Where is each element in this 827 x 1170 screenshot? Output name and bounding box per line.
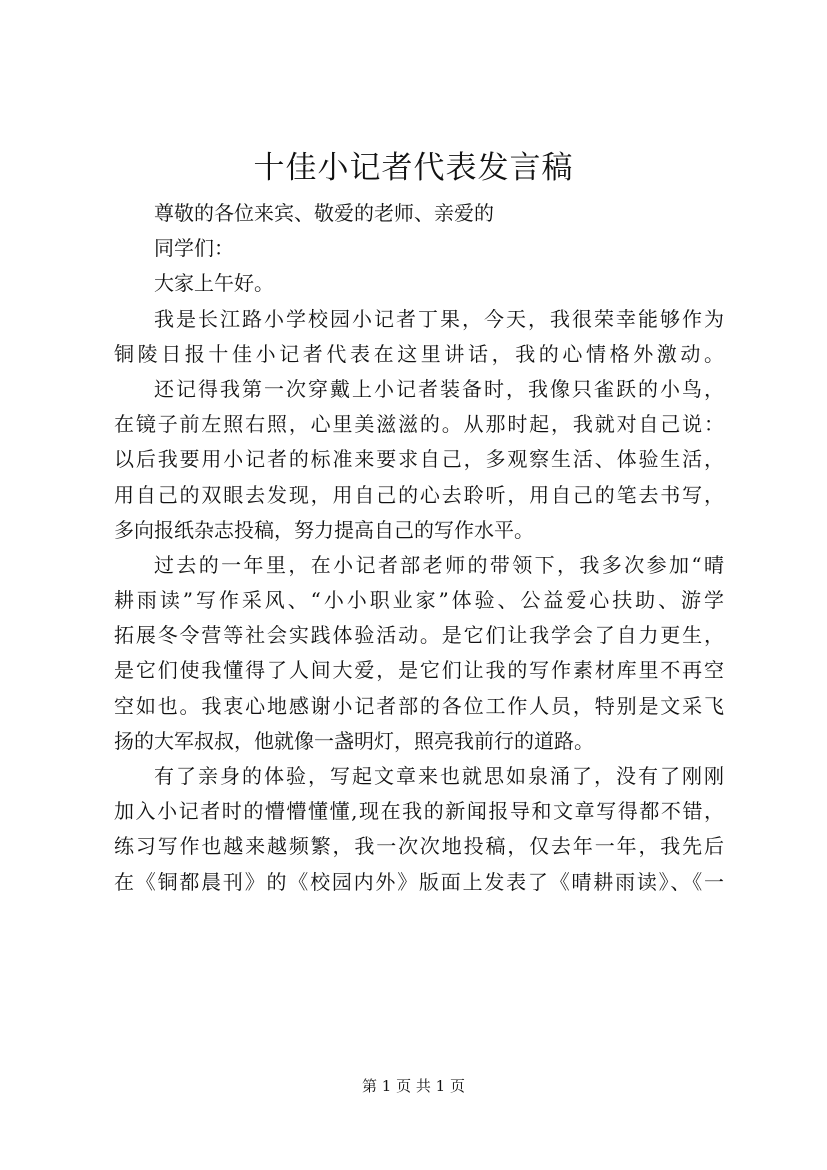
text-line: 扬的大军叔叔，他就像一盏明灯，照亮我前行的道路。 xyxy=(114,728,594,753)
text-line: 空如也。我衷心地感谢小记者部的各位工作人员，特别是文采飞 xyxy=(114,693,724,718)
text-line: 练习写作也越来越频繁，我一次次地投稿，仅去年一年，我先后 xyxy=(114,834,724,859)
document-body xyxy=(114,196,724,900)
text-line: 我是长江路小学校园小记者丁果，今天，我很荣幸能够作为 xyxy=(154,306,724,331)
text-line: 有了亲身的体验，写起文章来也就思如泉涌了，没有了刚刚 xyxy=(154,764,724,788)
text-line: 大家上午好。 xyxy=(154,271,274,296)
text-line: 以后我要用小记者的标准来要求自己，多观察生活、体验生活， xyxy=(114,447,724,472)
text-line: 还记得我第一次穿戴上小记者装备时，我像只雀跃的小鸟， xyxy=(154,376,724,401)
text-line: 耕雨读”写作采风、“小小职业家”体验、公益爱心扶助、游学 xyxy=(114,588,724,613)
text-line: 在镜子前左照右照，心里美滋滋的。从那时起，我就对自己说： xyxy=(114,412,724,437)
text-line: 加入小记者时的懵懵懂懂,现在我的新闻报导和文章写得都不错， xyxy=(114,799,724,824)
text-line: 拓展冬令营等社会实践体验活动。是它们让我学会了自力更生， xyxy=(114,623,724,648)
page-number-footer: 第 1 页 共 1 页 xyxy=(362,1077,465,1095)
document-title: 十佳小记者代表发言稿 xyxy=(253,150,574,186)
text-line: 过去的一年里，在小记者部老师的带领下，我多次参加“晴 xyxy=(154,552,724,577)
text-line: 铜陵日报十佳小记者代表在这里讲话，我的心情格外激动。 xyxy=(114,341,724,366)
text-line: 用自己的双眼去发现，用自己的心去聆听，用自己的笔去书写， xyxy=(114,482,724,507)
text-line: 是它们使我懂得了人间大爱，是它们让我的写作素材库里不再空 xyxy=(114,658,724,683)
text-line: 在《铜都晨刊》的《校园内外》版面上发表了《晴耕雨读》、《一 xyxy=(114,869,724,894)
text-line: 多向报纸杂志投稿，努力提高自己的写作水平。 xyxy=(114,517,534,542)
text-line: 尊敬的各位来宾、敬爱的老师、亲爱的 xyxy=(154,201,494,225)
text-line: 同学们： xyxy=(154,236,234,261)
